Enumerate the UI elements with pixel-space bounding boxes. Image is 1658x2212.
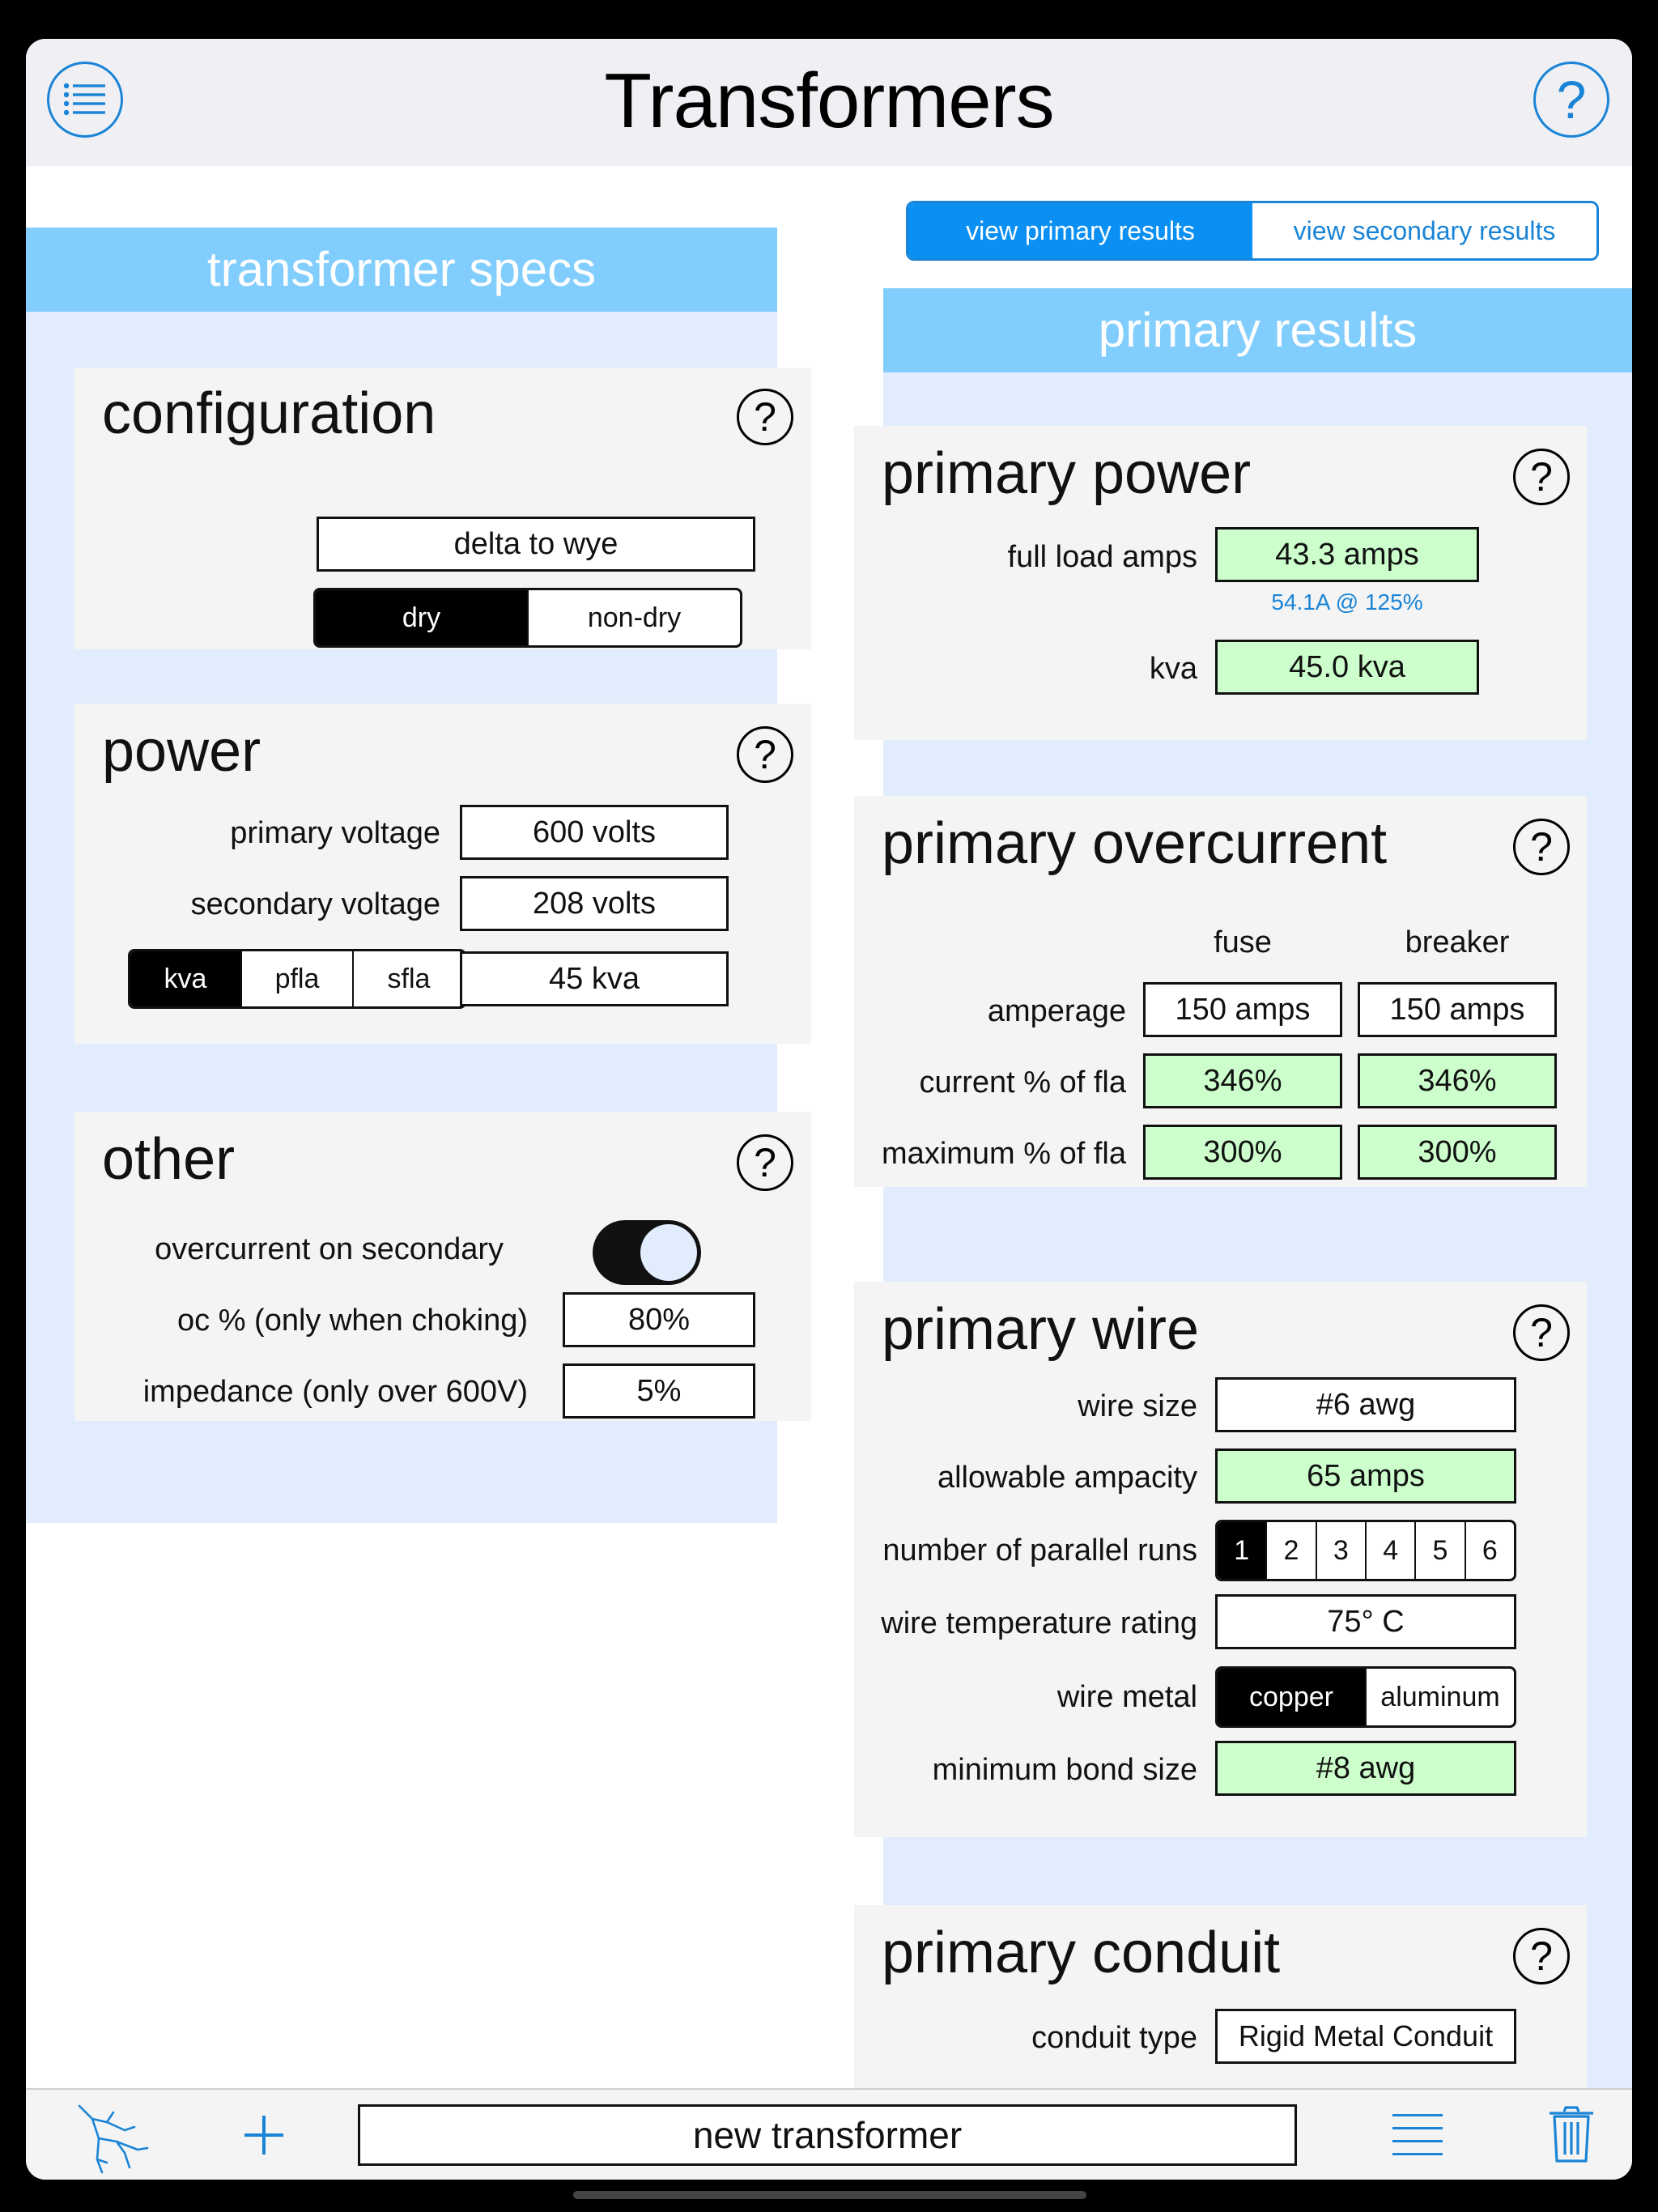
breaker-maximum-percent-value: 300% [1358,1125,1557,1180]
full-load-amps-label: full load amps [1007,540,1197,574]
primary-power-help-button[interactable] [1513,449,1570,505]
other-title: other [102,1127,236,1192]
question-icon: ? [1530,454,1553,500]
configuration-card [74,368,811,649]
wire-metal-label: wire metal [1056,1680,1197,1714]
question-icon: ? [1556,70,1587,130]
page-title: Transformers [604,57,1054,144]
question-icon: ? [754,732,776,777]
question-icon: ? [1530,824,1553,870]
question-icon: ? [1530,1310,1553,1355]
conduit-type-label: conduit type [1031,2021,1197,2055]
overcurrent-secondary-label: overcurrent on secondary [155,1232,504,1266]
trash-icon[interactable] [1548,2106,1595,2164]
allowable-ampacity-label: allowable ampacity [937,1461,1197,1495]
question-icon: ? [1530,1933,1553,1979]
minimum-bond-label: minimum bond size [932,1753,1197,1787]
parallel-runs-segmented-control [1215,1520,1516,1581]
primary-wire-help-button[interactable] [1513,1304,1570,1361]
bottom-toolbar [26,2088,1632,2180]
primary-power-title: primary power [882,441,1252,506]
wire-size-label: wire size [1078,1389,1197,1423]
lightning-icon[interactable] [74,2103,152,2176]
help-button[interactable] [1533,62,1609,138]
other-help-button[interactable] [737,1134,793,1191]
runs-option-6[interactable]: 6 [1465,1522,1514,1579]
primary-overcurrent-help-button[interactable] [1513,819,1570,875]
other-card [74,1112,811,1421]
metal-option-aluminum[interactable]: aluminum [1365,1669,1514,1725]
allowable-ampacity-value: 65 amps [1215,1448,1516,1504]
type-option-non-dry[interactable]: non-dry [527,590,740,645]
fuse-maximum-percent-value: 300% [1143,1125,1342,1180]
switch-knob [640,1224,697,1281]
transformer-name-input[interactable]: new transformer [358,2104,1297,2166]
configuration-select[interactable]: delta to wye [317,517,755,572]
minimum-bond-value: #8 awg [1215,1741,1516,1796]
runs-option-2[interactable]: 2 [1265,1522,1315,1579]
lines-icon[interactable] [1391,2111,1444,2159]
power-mode-segmented-control [128,949,466,1009]
plus-icon[interactable] [241,2112,287,2158]
type-option-dry[interactable]: dry [316,590,527,645]
list-icon [62,82,108,117]
current-percent-label: current % of fla [919,1066,1126,1100]
secondary-voltage-label: secondary voltage [190,887,440,921]
primary-overcurrent-card [854,796,1587,1187]
tab-primary-results[interactable]: view primary results [908,203,1252,258]
secondary-voltage-input[interactable]: 208 volts [460,876,729,931]
question-icon: ? [754,1140,776,1185]
runs-option-1[interactable]: 1 [1218,1522,1265,1579]
menu-button[interactable] [47,62,123,138]
wire-size-input[interactable]: #6 awg [1215,1377,1516,1432]
fuse-current-percent-value: 346% [1143,1053,1342,1108]
oc-percent-label: oc % (only when choking) [177,1304,528,1338]
runs-option-4[interactable]: 4 [1365,1522,1414,1579]
mode-option-pfla[interactable]: pfla [240,951,352,1006]
wire-temperature-label: wire temperature rating [881,1606,1197,1640]
full-load-amps-value: 43.3 amps [1215,527,1479,582]
primary-overcurrent-title: primary overcurrent [882,811,1388,876]
kva-value: 45.0 kva [1215,640,1479,695]
breaker-amperage-value: 150 amps [1358,982,1557,1037]
power-help-button[interactable] [737,726,793,783]
oc-percent-input[interactable]: 80% [563,1292,755,1347]
mode-option-sfla[interactable]: sfla [352,951,464,1006]
results-tabs [906,201,1599,261]
fla-125-note: 54.1A @ 125% [1271,589,1423,615]
home-indicator[interactable] [573,2191,1086,2199]
primary-voltage-input[interactable]: 600 volts [460,805,729,860]
primary-voltage-label: primary voltage [230,816,440,850]
specs-band: transformer specs [26,228,777,312]
breaker-current-percent-value: 346% [1358,1053,1557,1108]
impedance-input[interactable]: 5% [563,1363,755,1419]
primary-power-card [854,426,1587,740]
configuration-help-button[interactable] [737,389,793,445]
screen [26,39,1632,2180]
primary-wire-title: primary wire [882,1297,1200,1362]
parallel-runs-label: number of parallel runs [882,1534,1197,1568]
overcurrent-secondary-switch[interactable] [593,1220,701,1285]
fuse-amperage-value: 150 amps [1143,982,1342,1037]
wire-temperature-select[interactable]: 75° C [1215,1594,1516,1649]
tab-secondary-results[interactable]: view secondary results [1252,203,1596,258]
impedance-label: impedance (only over 600V) [142,1375,528,1409]
primary-conduit-help-button[interactable] [1513,1928,1570,1984]
breaker-column-header: breaker [1405,925,1510,959]
primary-conduit-title: primary conduit [882,1921,1281,1985]
wire-metal-segmented-control [1215,1666,1516,1728]
primary-wire-card [854,1282,1587,1837]
fuse-column-header: fuse [1214,925,1272,959]
mode-option-kva[interactable]: kva [130,951,240,1006]
question-icon: ? [754,394,776,440]
runs-option-3[interactable]: 3 [1316,1522,1365,1579]
metal-option-copper[interactable]: copper [1218,1669,1365,1725]
configuration-title: configuration [102,381,436,446]
primary-conduit-card [854,1905,1587,2116]
conduit-type-select[interactable]: Rigid Metal Conduit [1215,2009,1516,2064]
runs-option-5[interactable]: 5 [1414,1522,1464,1579]
amperage-label: amperage [987,994,1126,1028]
results-band: primary results [883,288,1632,372]
power-card [74,704,811,1044]
power-mode-value-input[interactable]: 45 kva [460,951,729,1006]
type-segmented-control [313,588,742,648]
power-title: power [102,719,261,784]
kva-label: kva [1149,652,1197,686]
maximum-percent-label: maximum % of fla [882,1137,1126,1171]
